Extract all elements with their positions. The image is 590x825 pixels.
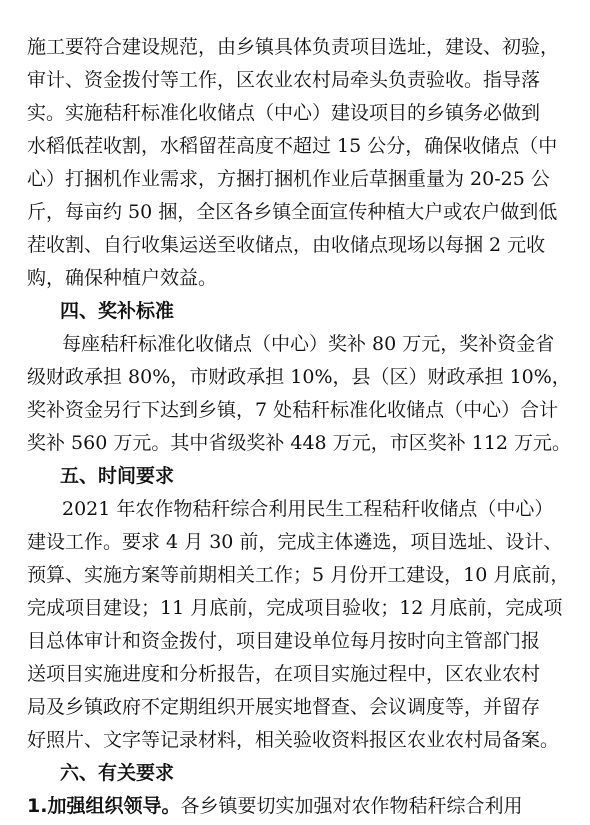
paragraph-line: 奖补 560 万元。其中省级奖补 448 万元，市区奖补 112 万元。	[27, 432, 572, 454]
paragraph-line: 送项目实施进度和分析报告，在项目实施过程中，区农业农村	[27, 663, 541, 685]
paragraph-line: 实。实施秸秆标准化收储点（中心）建设项目的乡镇务必做到	[27, 102, 541, 124]
paragraph-line: 局及乡镇政府不定期组织开展实地督查、会议调度等，并留存	[27, 696, 541, 718]
section-heading: 五、时间要求	[60, 465, 175, 487]
paragraph-line: 茬收割、自行收集运送至收储点，由收储点现场以每捆 2 元收	[27, 234, 546, 256]
paragraph-line: 2021 年农作物秸秆综合利用民生工程秸秆收储点（中心）	[62, 498, 554, 520]
paragraph-line: 斤，每亩约 50 捆，全区各乡镇全面宣传种植大户或农户做到低	[27, 201, 558, 223]
list-item	[0, 793, 590, 819]
paragraph-line: 级财政承担 80%，市财政承担 10%，县（区）财政承担 10%，	[27, 366, 571, 388]
paragraph-line: 每座秸秆标准化收储点（中心）奖补 80 万元，奖补资金省	[62, 333, 555, 355]
item-heading: 1.加强组织领导。	[27, 795, 181, 817]
paragraph-line: 好照片、文字等记录材料，相关验收资料报区农业农村局备案。	[27, 729, 560, 751]
paragraph-line: 心）打捆机作业需求，方捆打捆机作业后草捆重量为 20-25 公	[27, 168, 550, 190]
paragraph-line: 奖补资金另行下达到乡镇，7 处秸秆标准化收储点（中心）合计	[27, 399, 559, 421]
item-text: 各乡镇要切实加强对农作物秸秆综合利用	[180, 795, 523, 817]
section-heading: 六、有关要求	[60, 762, 175, 784]
paragraph-line: 预算、实施方案等前期相关工作；5 月份开工建设，10 月底前，	[27, 564, 570, 586]
paragraph-line: 审计、资金拨付等工作，区农业农村局牵头负责验收。指导落	[27, 69, 541, 91]
paragraph-line: 目总体审计和资金拨付，项目建设单位每月按时向主管部门报	[27, 630, 541, 652]
paragraph-line: 完成项目建设；11 月底前，完成项目验收；12 月底前，完成项	[27, 597, 563, 619]
paragraph-line: 水稻低茬收割，水稻留茬高度不超过 15 公分，确保收储点（中	[27, 135, 558, 157]
paragraph-line: 建设工作。要求 4 月 30 前，完成主体遴选，项目选址、设计、	[27, 531, 563, 553]
section-heading: 四、奖补标准	[60, 300, 175, 322]
paragraph-line: 购，确保种植户效益。	[27, 267, 218, 289]
paragraph-line: 施工要符合建设规范，由乡镇具体负责项目选址，建设、初验，	[27, 36, 560, 58]
